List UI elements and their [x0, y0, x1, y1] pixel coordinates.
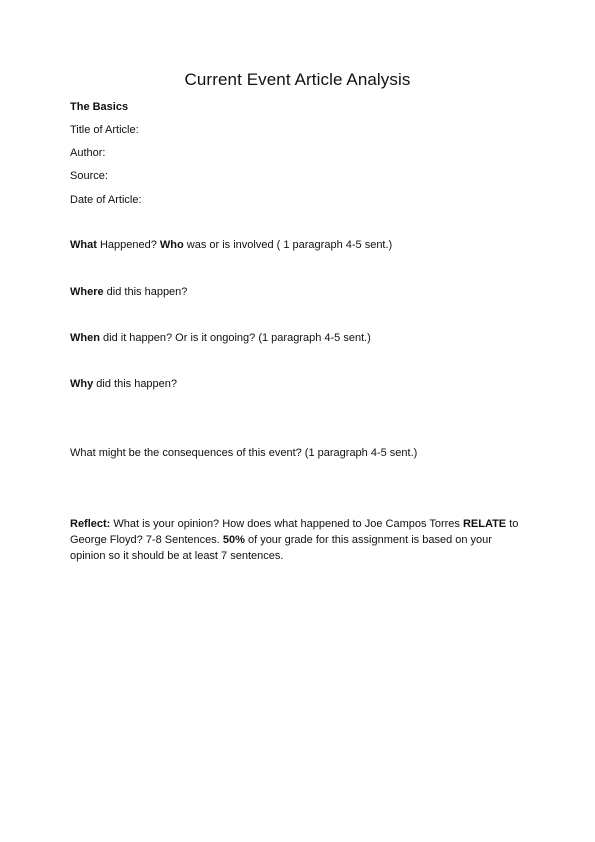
question-where-bold: Where [70, 286, 104, 298]
field-date-of-article: Date of Article: [70, 194, 142, 206]
question-why-text: did this happen? [93, 378, 178, 390]
question-who-text: was or is involved ( 1 paragraph 4-5 sent.) [183, 239, 393, 251]
question-what-text: Happened? [96, 239, 160, 251]
question-what-who [70, 239, 392, 251]
question-where [70, 286, 187, 298]
question-consequences: What might be the consequences of this event? (1 paragraph 4-5 sent.) [70, 447, 418, 459]
reflect-text-3: of your grade for this assignment is based on your opinion so it should be at least 7 sentences. [70, 534, 492, 562]
reflect-text-2: to George Floyd? 7-8 Sentences. [70, 518, 519, 546]
relate-bold: RELATE [462, 518, 507, 530]
document-title: Current Event Article Analysis [184, 70, 411, 89]
basics-heading-text: The Basics [70, 101, 129, 113]
question-who-bold: Who [159, 239, 184, 251]
question-what-bold: What [70, 239, 97, 251]
question-when-bold: When [70, 332, 100, 344]
field-source: Source: [70, 170, 108, 182]
question-when-text: did it happen? Or is it ongoing? (1 paragraph 4-5 sent.) [99, 332, 371, 344]
question-where-text: did this happen? [103, 286, 188, 298]
field-title-of-article: Title of Article: [70, 124, 139, 136]
basics-heading [70, 101, 128, 113]
question-why-bold: Why [70, 378, 94, 390]
percent-bold: 50% [222, 534, 245, 546]
field-author: Author: [70, 147, 106, 159]
reflect-paragraph [70, 516, 530, 564]
reflect-bold: Reflect: [70, 518, 111, 530]
question-why [70, 378, 177, 390]
reflect-text-1: What is your opinion? How does what happened to Joe Campos Torres [110, 518, 463, 530]
question-when [70, 332, 371, 344]
